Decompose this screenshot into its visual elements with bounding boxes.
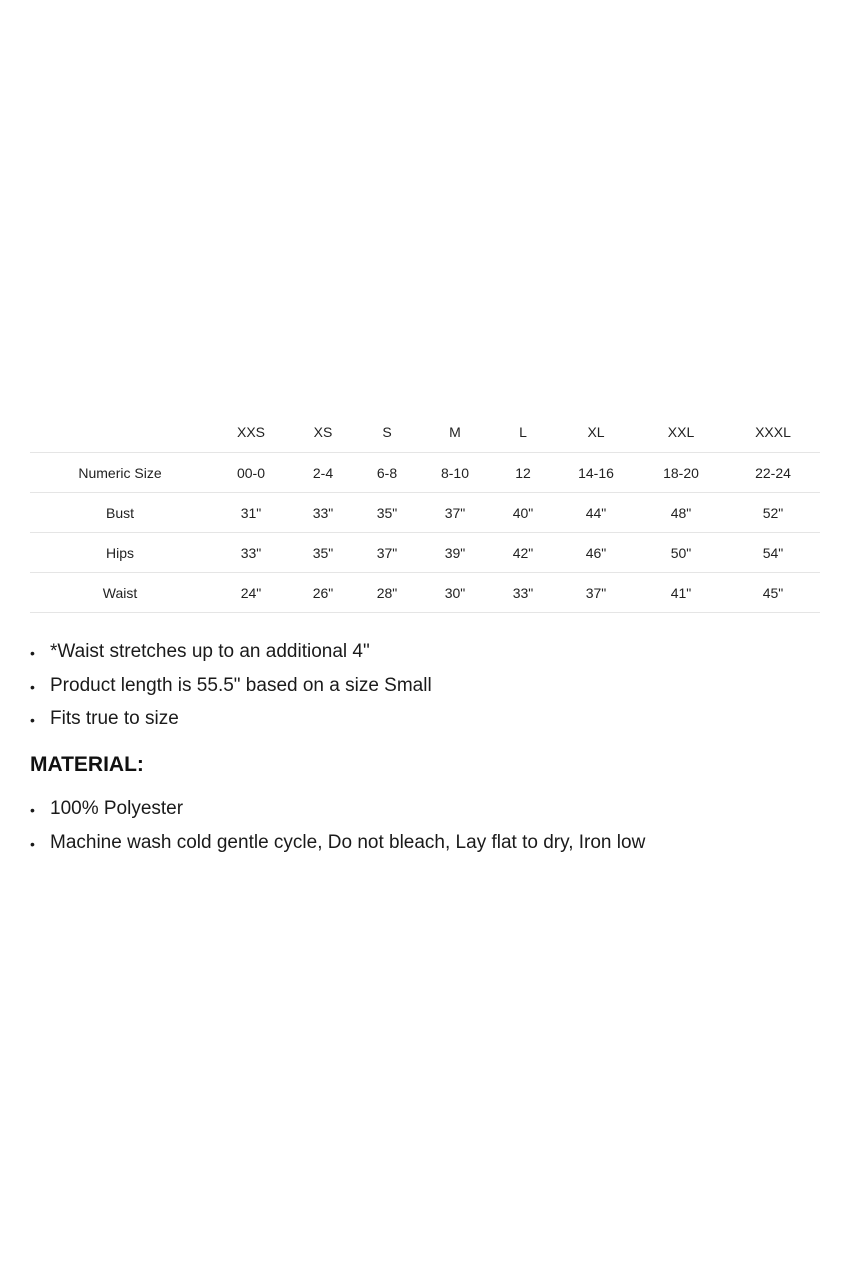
table-cell: 45"	[726, 573, 820, 613]
header-cell-l: L	[490, 412, 556, 453]
fit-note-text: Product length is 55.5" based on a size Small	[50, 674, 432, 696]
header-cell-m: M	[420, 412, 490, 453]
size-chart-table	[30, 412, 820, 613]
table-cell: 33"	[292, 493, 354, 533]
table-cell: 35"	[354, 493, 420, 533]
material-list	[30, 793, 645, 860]
row-label: Hips	[30, 533, 210, 573]
table-cell: 42"	[490, 533, 556, 573]
bullet-icon: •	[30, 835, 35, 852]
table-cell: 33"	[490, 573, 556, 613]
table-row-hips	[30, 533, 820, 573]
fit-note-text: *Waist stretches up to an additional 4"	[50, 641, 370, 662]
table-row-numeric-size	[30, 453, 820, 493]
table-cell: 52"	[726, 493, 820, 533]
table-cell: 22-24	[726, 453, 820, 493]
bullet-icon: •	[30, 802, 35, 818]
table-cell: 14-16	[556, 453, 636, 493]
header-cell-xxxl: XXXL	[726, 412, 820, 453]
bullet-icon: •	[30, 678, 35, 695]
table-cell: 40"	[490, 493, 556, 533]
table-cell: 12	[490, 453, 556, 493]
list-item	[30, 793, 645, 827]
table-cell: 24"	[210, 573, 292, 613]
table-cell: 31"	[210, 493, 292, 533]
table-cell: 50"	[636, 533, 726, 573]
size-chart-header-row	[30, 412, 820, 453]
table-cell: 54"	[726, 533, 820, 573]
table-cell: 48"	[636, 493, 726, 533]
table-cell: 2-4	[292, 453, 354, 493]
list-item	[30, 636, 432, 670]
table-cell: 35"	[292, 533, 354, 573]
table-cell: 30"	[420, 573, 490, 613]
list-item	[30, 670, 432, 704]
header-cell-xxs: XXS	[210, 412, 292, 453]
table-cell: 18-20	[636, 453, 726, 493]
bullet-icon: •	[30, 712, 35, 728]
row-label: Bust	[30, 493, 210, 533]
table-cell: 33"	[210, 533, 292, 573]
row-label: Numeric Size	[30, 453, 210, 493]
table-cell: 44"	[556, 493, 636, 533]
header-cell-xxl: XXL	[636, 412, 726, 453]
table-cell: 8-10	[420, 453, 490, 493]
table-cell: 00-0	[210, 453, 292, 493]
fit-notes-list	[30, 636, 432, 737]
bullet-icon: •	[30, 645, 35, 661]
table-cell: 37"	[556, 573, 636, 613]
table-cell: 6-8	[354, 453, 420, 493]
table-cell: 41"	[636, 573, 726, 613]
material-heading: MATERIAL:	[30, 753, 144, 776]
table-cell: 26"	[292, 573, 354, 613]
table-cell: 39"	[420, 533, 490, 573]
table-row-bust	[30, 493, 820, 533]
table-cell: 37"	[420, 493, 490, 533]
list-item	[30, 703, 432, 737]
fit-note-text: Fits true to size	[50, 708, 179, 729]
table-cell: 46"	[556, 533, 636, 573]
table-cell: 28"	[354, 573, 420, 613]
header-cell-xl: XL	[556, 412, 636, 453]
header-cell-empty	[30, 412, 210, 453]
row-label: Waist	[30, 573, 210, 613]
care-instructions-text: Machine wash cold gentle cycle, Do not bleach, Lay flat to dry, Iron low	[50, 831, 646, 853]
material-item-text: 100% Polyester	[50, 798, 184, 819]
header-cell-xs: XS	[292, 412, 354, 453]
table-cell: 37"	[354, 533, 420, 573]
list-item	[30, 827, 645, 861]
header-cell-s: S	[354, 412, 420, 453]
table-row-waist	[30, 573, 820, 613]
